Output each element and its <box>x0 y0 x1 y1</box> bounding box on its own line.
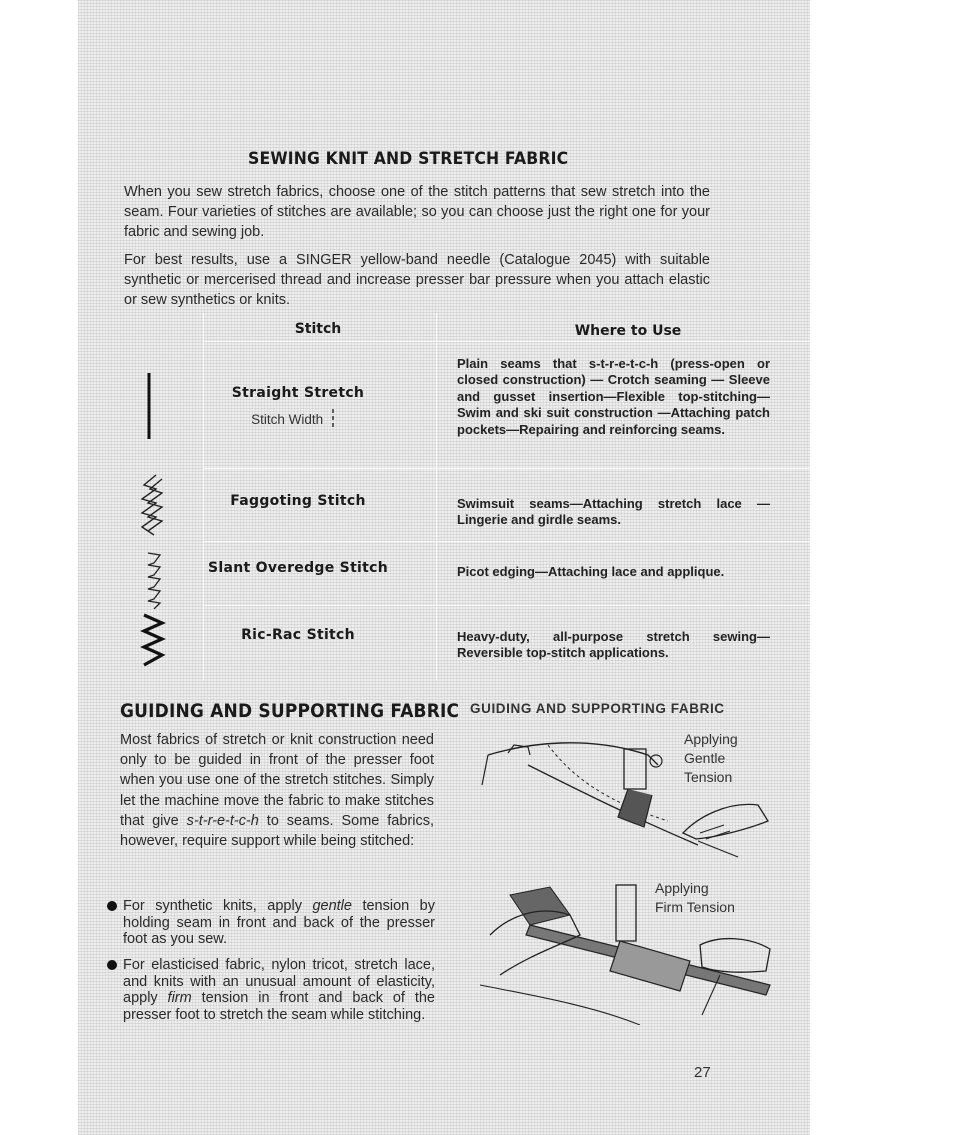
figure-title: GUIDING AND SUPPORTING FABRIC <box>470 701 725 716</box>
section-title-knit: SEWING KNIT AND STRETCH FABRIC <box>248 149 569 169</box>
paragraph-knit-intro: When you sew stretch fabrics, choose one of the stitch patterns that sew stretch into the seam. Four varieties of stitches are available; so you can choose just the right one for your fabric and sewing job. <box>124 184 710 240</box>
bullet-dot-icon <box>107 901 117 911</box>
stitch-name-slant-overedge: Slant Overedge Stitch <box>207 560 389 576</box>
stitch-width-note: Stitch Width <box>178 409 408 427</box>
stitch-width-indicator-icon <box>331 409 335 427</box>
page-number: 27 <box>694 1064 711 1081</box>
label-applying-gentle-tension: Applying Gentle Tension <box>684 731 738 785</box>
label-applying-firm-tension: Applying Firm Tension <box>655 880 735 915</box>
section-title-guiding: GUIDING AND SUPPORTING FABRIC <box>120 701 460 722</box>
header-where-to-use: Where to Use <box>574 323 682 339</box>
stitch-name-faggoting: Faggoting Stitch <box>230 493 366 509</box>
use-ric-rac: Heavy-duty, all-purpose stretch sewing—Reversible top-stitch applications. <box>457 629 770 661</box>
straight-stretch-sample-icon <box>143 373 155 439</box>
stitch-name-ric-rac: Ric-Rac Stitch <box>241 627 355 643</box>
stitch-table <box>78 313 810 680</box>
use-faggoting: Swimsuit seams—Attaching stretch lace —Lingerie and girdle seams. <box>457 496 770 528</box>
faggoting-sample-icon <box>136 473 166 537</box>
stitch-name-straight-stretch: Straight Stretch <box>231 385 365 401</box>
bullet-elasticised-fabric: For elasticised fabric, nylon tricot, stretch lace, and knits with an unusual amount of elasticity, apply firm tension in front and back of the presser foot to stretch the seam while stitching. <box>123 957 435 1023</box>
ric-rac-sample-icon <box>140 613 166 669</box>
paragraph-knit-results: For best results, use a SINGER yellow-band needle (Catalogue 2045) with suitable synthetic or mercerised thread and increase presser bar pressure when you attach elastic or sew synthetics or knits. <box>124 252 710 308</box>
firm-tension-illustration <box>470 875 782 1025</box>
header-stitch: Stitch <box>294 321 342 337</box>
use-slant-overedge: Picot edging—Attaching lace and applique. <box>457 564 725 579</box>
manual-page <box>78 0 810 1135</box>
slant-overedge-sample-icon <box>144 551 166 609</box>
bullet-synthetic-knits: For synthetic knits, apply gentle tension by holding seam in front and back of the presser foot as you sew. <box>123 898 435 948</box>
bullet-dot-icon <box>107 960 117 970</box>
use-straight-stretch: Plain seams that s-t-r-e-t-c-h (press-open or closed construction) — Crotch seaming — Sleeve and gusset insertion—Flexible top-stitching—Swim and ski suit construction —Attaching patch pockets—Repairing and reinforcing seams. <box>457 356 770 437</box>
paragraph-guiding-intro: Most fabrics of stretch or knit construction need only to be guided in front of the presser foot when you use one of the stretch stitches. Simply let the machine move the fabric to make stitches that give s-t-r-e-t-c-h to seams. Some fabrics, however, require support while being stitched: <box>120 732 435 850</box>
